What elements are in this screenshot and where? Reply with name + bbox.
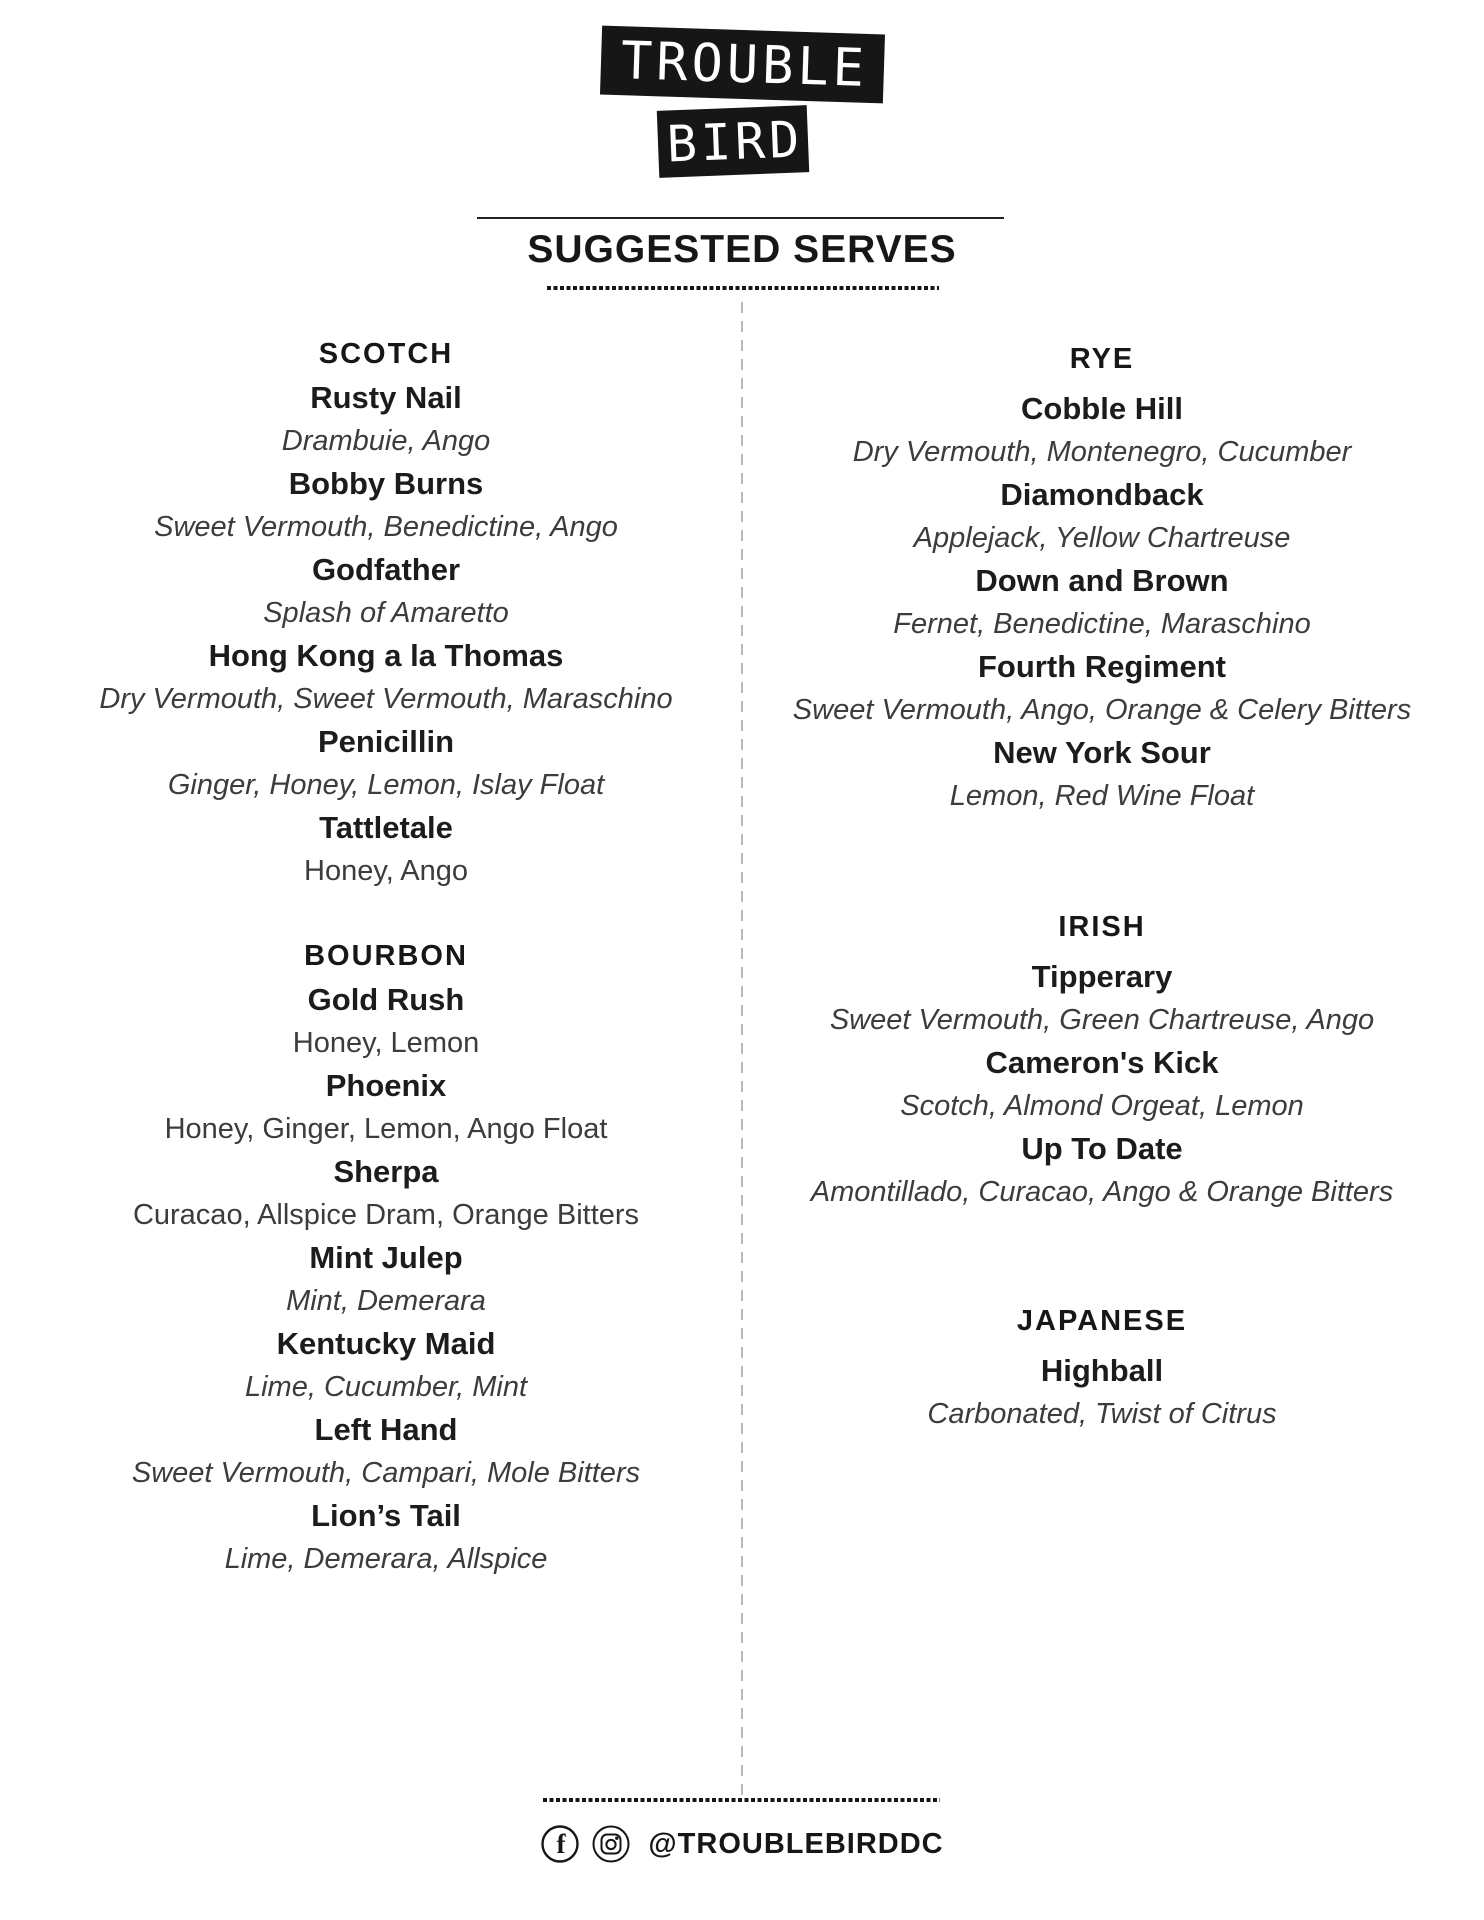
- menu-item: [777, 1349, 1427, 1435]
- menu-item: [36, 1494, 736, 1580]
- cocktail-name: Tattletale: [319, 810, 453, 845]
- brand-logo-bird: [657, 105, 809, 178]
- cocktail-ingredients: Sweet Vermouth, Ango, Orange & Celery Bitters: [792, 694, 1412, 726]
- section-header: JAPANESE: [1016, 1305, 1188, 1337]
- menu-item: [36, 1322, 736, 1408]
- cocktail-ingredients: Sweet Vermouth, Benedictine, Ango: [154, 511, 618, 543]
- menu-item: [36, 548, 736, 634]
- brand-word-bird: BIRD: [665, 109, 805, 174]
- section-header: BOURBON: [304, 940, 468, 972]
- cocktail-ingredients: Dry Vermouth, Sweet Vermouth, Maraschino: [99, 683, 673, 715]
- cocktail-name: Phoenix: [325, 1068, 447, 1103]
- instagram-icon: [591, 1824, 631, 1864]
- menu-item: [777, 387, 1427, 473]
- page-title: SUGGESTED SERVES: [527, 228, 957, 271]
- dotted-divider-bottom: [543, 1798, 940, 1802]
- cocktail-name: Hong Kong a la Thomas: [208, 638, 564, 673]
- cocktail-name: Rusty Nail: [310, 380, 462, 415]
- cocktail-name: Mint Julep: [309, 1240, 463, 1275]
- cocktail-ingredients: Lime, Demerara, Allspice: [224, 1543, 548, 1575]
- footer-social-row: [0, 1824, 1484, 1864]
- cocktail-name: New York Sour: [993, 735, 1211, 770]
- cocktail-name: Gold Rush: [307, 982, 465, 1017]
- cocktail-name: Cameron's Kick: [985, 1045, 1219, 1080]
- menu-item: [36, 978, 736, 1064]
- section-bourbon: [36, 934, 736, 1580]
- cocktail-name: Diamondback: [1000, 477, 1204, 512]
- menu-item: [36, 806, 736, 892]
- cocktail-ingredients: Honey, Ango: [304, 855, 468, 887]
- brand-word-trouble: TROUBLE: [620, 30, 869, 99]
- cocktail-name: Bobby Burns: [288, 466, 484, 501]
- cocktail-name: Up To Date: [1021, 1131, 1183, 1166]
- cocktail-name: Kentucky Maid: [276, 1326, 496, 1361]
- cocktail-name: Penicillin: [317, 724, 455, 759]
- menu-item: [777, 473, 1427, 559]
- menu-item: [36, 1064, 736, 1150]
- section-japanese: [777, 1299, 1427, 1435]
- cocktail-ingredients: Curacao, Allspice Dram, Orange Bitters: [132, 1199, 640, 1231]
- cocktail-ingredients: Honey, Ginger, Lemon, Ango Float: [164, 1113, 608, 1145]
- section-header: IRISH: [1058, 911, 1146, 943]
- vertical-divider: [741, 302, 743, 1798]
- section-header: RYE: [1069, 343, 1135, 375]
- brand-logo-trouble: [600, 26, 885, 104]
- menu-item: [777, 645, 1427, 731]
- cocktail-ingredients: Scotch, Almond Orgeat, Lemon: [900, 1090, 1304, 1122]
- menu-item: [777, 731, 1427, 817]
- cocktail-ingredients: Lime, Cucumber, Mint: [244, 1371, 528, 1403]
- cocktail-ingredients: Ginger, Honey, Lemon, Islay Float: [167, 769, 605, 801]
- cocktail-ingredients: Dry Vermouth, Montenegro, Cucumber: [852, 436, 1352, 468]
- menu-item: [36, 1150, 736, 1236]
- menu-item: [777, 559, 1427, 645]
- cocktail-ingredients: Fernet, Benedictine, Maraschino: [893, 608, 1311, 640]
- cocktail-ingredients: Carbonated, Twist of Citrus: [927, 1398, 1277, 1430]
- title-rule: [477, 217, 1004, 219]
- menu-item: [36, 1236, 736, 1322]
- cocktail-ingredients: Amontillado, Curacao, Ango & Orange Bitters: [810, 1176, 1394, 1208]
- social-handle: @TROUBLEBIRDDC: [648, 1827, 944, 1860]
- cocktail-ingredients: Sweet Vermouth, Campari, Mole Bitters: [131, 1457, 641, 1489]
- cocktail-name: Fourth Regiment: [978, 649, 1226, 684]
- cocktail-ingredients: Drambuie, Ango: [281, 425, 491, 457]
- menu-item: [36, 462, 736, 548]
- section-header: SCOTCH: [318, 338, 454, 370]
- cocktail-ingredients: Sweet Vermouth, Green Chartreuse, Ango: [829, 1004, 1375, 1036]
- svg-text:f: f: [556, 1829, 566, 1859]
- cocktail-ingredients: Applejack, Yellow Chartreuse: [913, 522, 1291, 554]
- dotted-divider-top: [547, 286, 939, 290]
- cocktail-name: Lion’s Tail: [311, 1498, 461, 1533]
- cocktail-ingredients: Mint, Demerara: [286, 1285, 486, 1317]
- menu-item: [36, 634, 736, 720]
- menu-item: [36, 720, 736, 806]
- menu-item: [36, 376, 736, 462]
- menu-item: [777, 955, 1427, 1041]
- section-irish: [777, 905, 1427, 1213]
- cocktail-name: Highball: [1040, 1353, 1164, 1388]
- cocktail-name: Tipperary: [1031, 959, 1173, 994]
- cocktail-name: Left Hand: [314, 1412, 458, 1447]
- menu-item: [777, 1041, 1427, 1127]
- cocktail-ingredients: Lemon, Red Wine Float: [949, 780, 1255, 812]
- menu-item: [777, 1127, 1427, 1213]
- cocktail-ingredients: Splash of Amaretto: [263, 597, 509, 629]
- cocktail-name: Cobble Hill: [1021, 391, 1183, 426]
- facebook-icon: [540, 1824, 580, 1864]
- cocktail-name: Down and Brown: [975, 563, 1229, 598]
- menu-item: [36, 1408, 736, 1494]
- cocktail-ingredients: Honey, Lemon: [292, 1027, 480, 1059]
- cocktail-name: Godfather: [311, 552, 461, 587]
- section-rye: [777, 337, 1427, 817]
- section-scotch: [36, 332, 736, 892]
- cocktail-name: Sherpa: [333, 1154, 439, 1189]
